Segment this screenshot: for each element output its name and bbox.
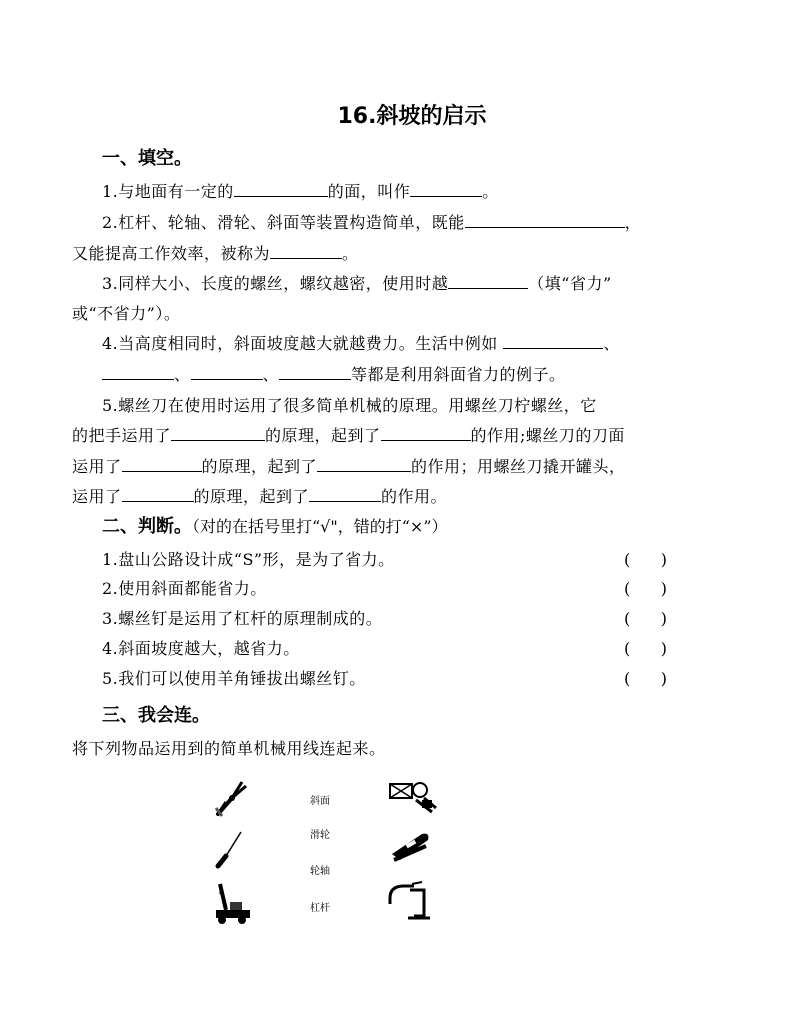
answer-blank[interactable] bbox=[171, 424, 265, 441]
section-heading-fill-blank: 一、填空。 bbox=[102, 148, 192, 169]
question-5-line4: 运用了 的原理，起到了 的作用。 bbox=[72, 487, 448, 506]
answer-blank[interactable] bbox=[102, 363, 174, 380]
answer-blank[interactable] bbox=[122, 485, 194, 502]
judge-item-2: 2.使用斜面都能省力。 bbox=[102, 579, 267, 598]
judge-item-5: 5.我们可以使用羊角锤拔出螺丝钉。 bbox=[102, 669, 366, 688]
word-wheel-axle[interactable]: 轮轴 bbox=[310, 866, 330, 877]
answer-paren[interactable]: ( ) bbox=[624, 550, 667, 569]
answer-blank[interactable] bbox=[503, 332, 603, 349]
answer-paren[interactable]: ( ) bbox=[624, 639, 667, 658]
answer-paren[interactable]: ( ) bbox=[624, 579, 667, 598]
answer-blank[interactable] bbox=[309, 485, 381, 502]
section-heading-matching: 三、我会连。 bbox=[102, 705, 210, 726]
answer-blank[interactable] bbox=[234, 180, 328, 197]
stapler-icon[interactable] bbox=[388, 828, 432, 864]
question-5-line3: 运用了 的原理，起到了 的作用；用螺丝刀撬开罐头， bbox=[72, 457, 626, 476]
answer-blank[interactable] bbox=[448, 272, 528, 289]
answer-blank[interactable] bbox=[122, 455, 202, 472]
question-5: 5.螺丝刀在使用时运用了很多简单机械的原理。用螺丝刀柠螺丝，它 bbox=[102, 396, 597, 415]
answer-blank[interactable] bbox=[191, 363, 263, 380]
judge-item-3: 3.螺丝钉是运用了杠杆的原理制成的。 bbox=[102, 609, 383, 628]
word-pulley[interactable]: 滑轮 bbox=[310, 830, 330, 841]
page-title: 16.斜坡的启示 bbox=[337, 104, 487, 129]
screwdriver-icon[interactable] bbox=[214, 828, 244, 870]
question-3: 3.同样大小、长度的螺丝，螺纹越密，使用时越 （填“省力” bbox=[102, 274, 612, 293]
question-1: 1.与地面有一定的 的面，叫作 。 bbox=[102, 182, 499, 201]
question-3-cont: 或“不省力”）。 bbox=[72, 304, 181, 323]
word-lever[interactable]: 杠杆 bbox=[310, 903, 330, 914]
matching-instruction: 将下列物品运用到的简单机械用线连起来。 bbox=[72, 739, 386, 758]
question-2: 2.杠杆、轮轴、滑轮、斜面等装置构造简单，既能 ， bbox=[102, 213, 642, 232]
answer-paren[interactable]: ( ) bbox=[624, 609, 667, 628]
answer-blank[interactable] bbox=[317, 455, 411, 472]
answer-paren[interactable]: ( ) bbox=[624, 669, 667, 688]
answer-blank[interactable] bbox=[465, 211, 625, 228]
question-4-cont: 、 、 等都是利用斜面省力的例子。 bbox=[102, 363, 566, 387]
faucet-icon[interactable] bbox=[384, 880, 434, 924]
answer-blank[interactable] bbox=[410, 180, 482, 197]
pliers-icon[interactable] bbox=[212, 778, 252, 820]
pulley-crane-icon[interactable] bbox=[386, 778, 438, 814]
word-incline[interactable]: 斜面 bbox=[310, 796, 330, 807]
question-4: 4.当高度相同时，斜面坡度越大就越费力。生活中例如 、 bbox=[102, 334, 620, 353]
section-heading-true-false: 二、判断。（对的在括号里打“√"，错的打“×”） bbox=[102, 516, 448, 537]
answer-blank[interactable] bbox=[381, 424, 471, 441]
judge-item-1: 1.盘山公路设计成“S”形，是为了省力。 bbox=[102, 550, 395, 569]
judge-item-4: 4.斜面坡度越大，越省力。 bbox=[102, 639, 300, 658]
question-2-cont: 又能提高工作效率，被称为 。 bbox=[72, 244, 359, 263]
answer-blank[interactable] bbox=[270, 242, 342, 259]
answer-blank[interactable] bbox=[279, 363, 351, 380]
crane-icon[interactable] bbox=[212, 880, 256, 926]
question-5-line2: 的把手运用了 的原理，起到了 的作用;螺丝刀的刀面 bbox=[72, 426, 625, 445]
